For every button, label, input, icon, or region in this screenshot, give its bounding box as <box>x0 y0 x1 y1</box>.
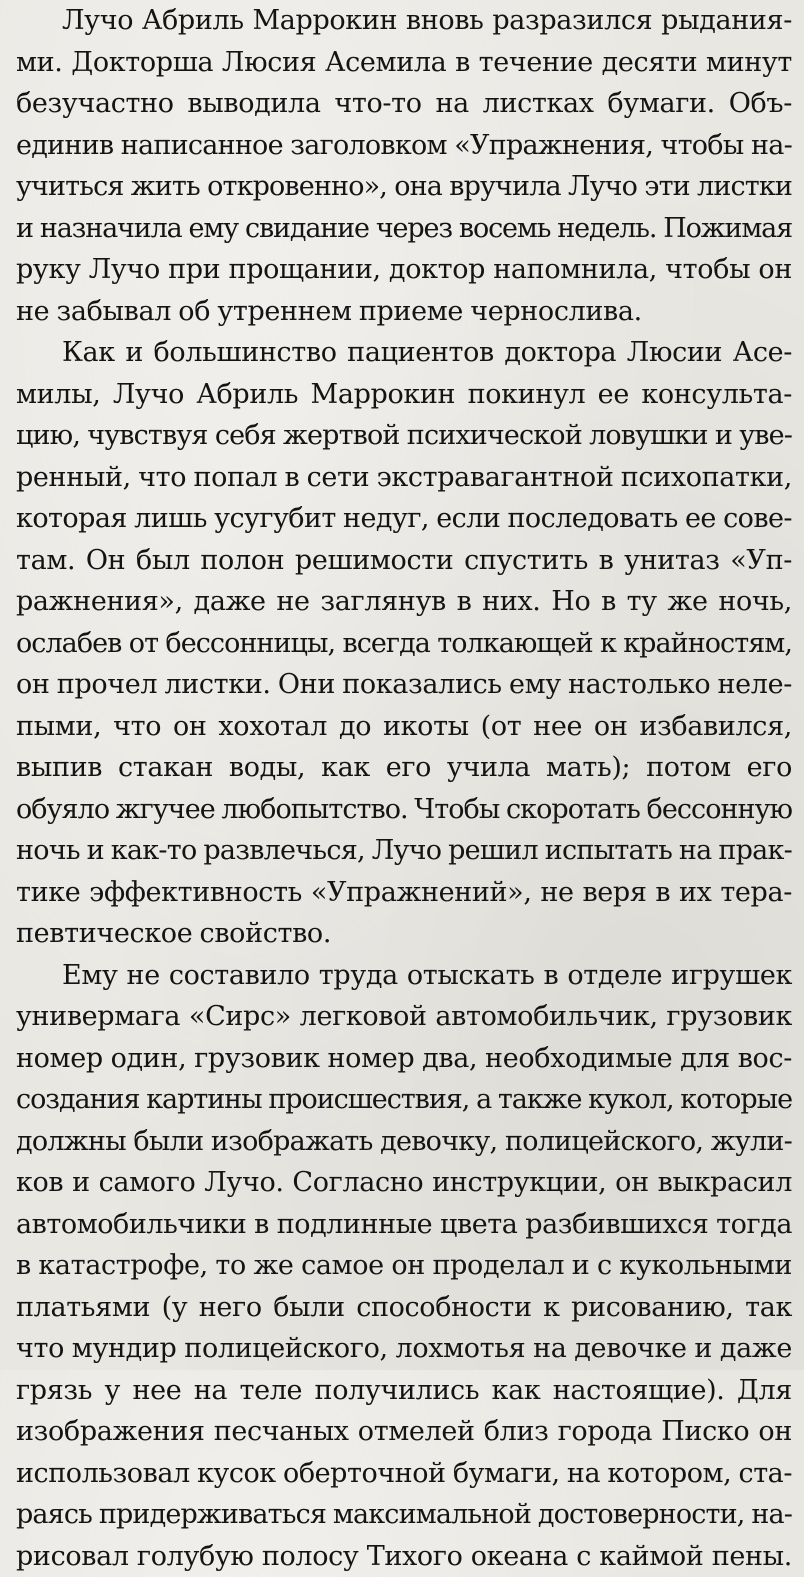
text-line: и назначила ему свидание через восемь недель. Пожимая <box>16 208 792 250</box>
text-line: использовал кусок оберточной бумаги, на котором, ста- <box>16 1453 792 1495</box>
paragraph-2 <box>16 332 792 955</box>
text-line: выпив стакан воды, как его учила мать); потом его <box>16 747 792 789</box>
text-line: певтическое свойство. <box>16 913 792 955</box>
text-line: ренный, что попал в сети экстравагантной психопатки, <box>16 457 792 499</box>
paragraph-3 <box>16 955 792 1577</box>
paragraph-1 <box>16 0 792 332</box>
text-line: автомобильчики в подлинные цвета разбившихся тогда <box>16 1204 792 1246</box>
text-line: тике эффективность «Упражнений», не веря в их тера- <box>16 872 792 914</box>
text-line: изображения песчаных отмелей близ города Писко он <box>16 1411 792 1453</box>
text-line: должны были изображать девочку, полицейского, жули- <box>16 1121 792 1163</box>
text-line: ражнения», даже не заглянув в них. Но в ту же ночь, <box>16 581 792 623</box>
text-line: что мундир полицейского, лохмотья на девочке и даже <box>16 1328 792 1370</box>
text-line: раясь придерживаться максимальной достоверности, на- <box>16 1494 792 1536</box>
text-line: пыми, что он хохотал до икоты (от нее он избавился, <box>16 706 792 748</box>
text-line: грязь у нее на теле получились как настоящие). Для <box>16 1370 792 1412</box>
text-line: ночь и как-то развлечься, Лучо решил испытать на прак- <box>16 830 792 872</box>
text-line: учиться жить откровенно», она вручила Лучо эти листки <box>16 166 792 208</box>
text-line: ослабев от бессонницы, всегда толкающей к крайностям, <box>16 623 792 665</box>
text-line: не забывал об утреннем приеме чернослива. <box>16 291 792 333</box>
text-line: которая лишь усугубит недуг, если последовать ее сове- <box>16 498 792 540</box>
text-line: единив написанное заголовком «Упражнения, чтобы на- <box>16 125 792 167</box>
text-line: Лучо Абриль Маррокин вновь разразился рыдания- <box>16 0 792 42</box>
text-line: ми. Докторша Люсия Асемила в течение десяти минут <box>16 42 792 84</box>
text-line: Как и большинство пациентов доктора Люсии Асе- <box>16 332 792 374</box>
text-line: обуяло жгучее любопытство. Чтобы скоротать бессонную <box>16 789 792 831</box>
text-line: создания картины происшествия, а также кукол, которые <box>16 1079 792 1121</box>
text-line: безучастно выводила что-то на листках бумаги. Объ- <box>16 83 792 125</box>
text-line: рисовал голубую полосу Тихого океана с каймой пены. <box>16 1536 792 1577</box>
text-line: руку Лучо при прощании, доктор напомнила, чтобы он <box>16 249 792 291</box>
text-line: Ему не составило труда отыскать в отделе игрушек <box>16 955 792 997</box>
text-line: универмага «Сирс» легковой автомобильчик, грузовик <box>16 996 792 1038</box>
text-line: номер один, грузовик номер два, необходимые для вос- <box>16 1038 792 1080</box>
text-line: милы, Лучо Абриль Маррокин покинул ее консульта- <box>16 374 792 416</box>
text-line: там. Он был полон решимости спустить в унитаз «Уп- <box>16 540 792 582</box>
text-line: платьями (у него были способности к рисованию, так <box>16 1287 792 1329</box>
text-line: он прочел листки. Они показались ему настолько неле- <box>16 664 792 706</box>
book-page <box>16 0 792 1577</box>
text-line: в катастрофе, то же самое он проделал и с кукольными <box>16 1245 792 1287</box>
text-line: ков и самого Лучо. Согласно инструкции, он выкрасил <box>16 1162 792 1204</box>
text-line: цию, чувствуя себя жертвой психической ловушки и уве- <box>16 415 792 457</box>
